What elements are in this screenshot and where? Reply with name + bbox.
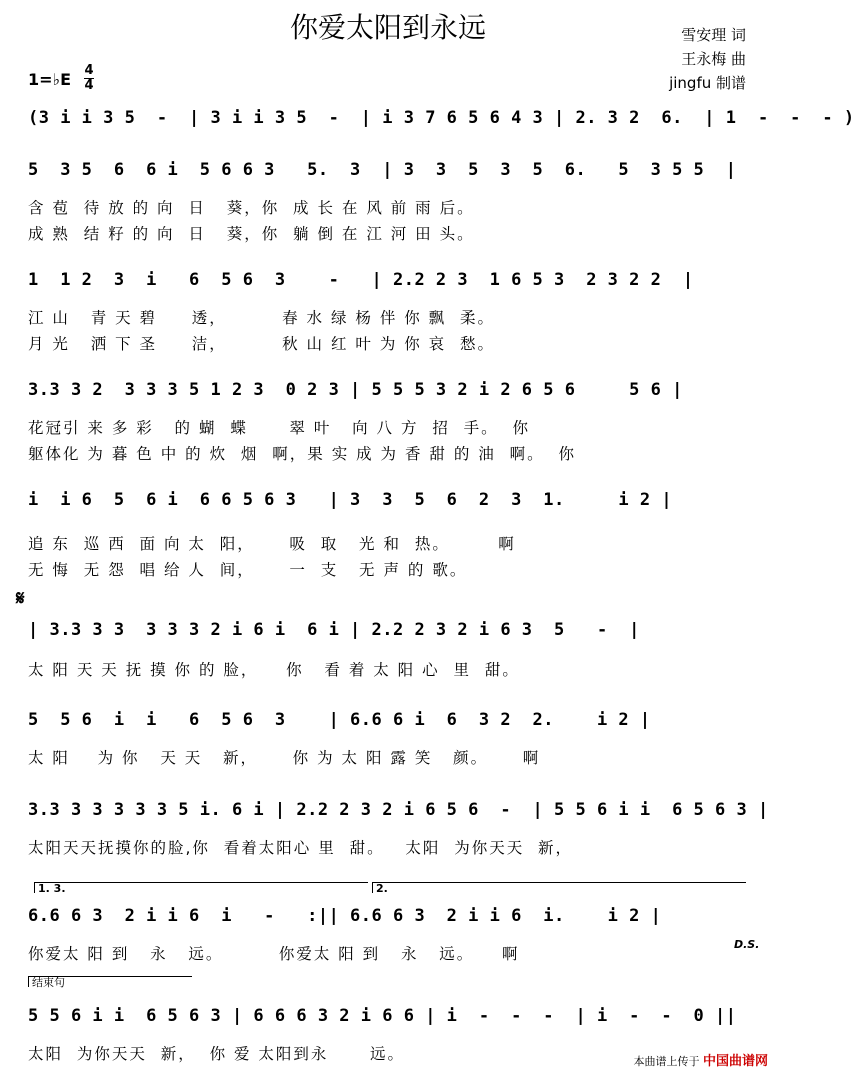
volta-first-ending: 1. 3. xyxy=(34,882,368,893)
notation-line: (3 i i 3 5 - | 3 i i 3 5 - | i 3 7 6 5 6 4 3 | 2. 3 2 6. | 1 - - - ) xyxy=(28,108,855,128)
lyric-verse-2: 月 光 洒 下 圣 洁， 秋 山 红 叶 为 你 哀 愁。 xyxy=(28,335,496,353)
notation-line: i i 6 5 6 i 6 6 5 6 3 | 3 3 5 6 2 3 1. i 2 | xyxy=(28,490,673,510)
composer-credit: 王永梅 曲 xyxy=(681,50,746,68)
lyric-verse-1: 江 山 青 天 碧 透， 春 水 绿 杨 伴 你 飘 柔。 xyxy=(28,309,496,327)
notation-line: 5 3 5 6 6 i 5 6 6 3 5. 3 | 3 3 5 3 5 6. 5 3 5 5 | xyxy=(28,160,737,180)
notation-line: | 3.3 3 3 3 3 3 2 i 6 i 6 i | 2.2 2 3 2 i 6 3 5 - | xyxy=(28,620,640,640)
lyric-verse-1: 含 苞 待 放 的 向 日 葵，你 成 长 在 风 前 雨 后。 xyxy=(28,199,475,217)
lyricist-credit: 雪安理 词 xyxy=(681,26,746,44)
time-signature xyxy=(84,64,94,93)
lyric-line: 太阳 为你天天 新， 你 爱 太阳到永 远。 xyxy=(28,1045,405,1063)
notation-line: 3.3 3 2 3 3 3 5 1 2 3 0 2 3 | 5 5 5 3 2 i 2 6 5 6 5 6 | xyxy=(28,380,683,400)
site-footer xyxy=(633,1050,768,1069)
ending-phrase-label: 结束句 xyxy=(28,976,192,987)
notation-line: 1 1 2 3 i 6 5 6 3 - | 2.2 2 3 1 6 5 3 2 3 2 2 | xyxy=(28,270,694,290)
footer-text: 本曲谱上传于 xyxy=(633,1055,700,1068)
volta-second-ending: 2. xyxy=(372,882,746,893)
lyric-verse-2: 躯体化 为 暮 色 中 的 炊 烟 啊，果 实 成 为 香 甜 的 油 啊。 你 xyxy=(28,445,576,463)
lyric-verse-2: 成 熟 结 籽 的 向 日 葵，你 躺 倒 在 江 河 田 头。 xyxy=(28,225,475,243)
lyric-verse-2: 无 悔 无 怨 唱 给 人 间， 一 支 无 声 的 歌。 xyxy=(28,561,468,579)
segno-sign: 𝄋 xyxy=(16,586,25,610)
notation-line: 5 5 6 i i 6 5 6 3 | 6.6 6 i 6 3 2 2. i 2 | xyxy=(28,710,651,730)
dal-segno-mark: D.S. xyxy=(734,938,760,951)
notation-line: 5 5 6 i i 6 5 6 3 | 6 6 6 3 2 i 6 6 | i - - - | i - - 0 || xyxy=(28,1006,737,1026)
lyric-line: 太阳天天抚摸你的脸,你 看着太阳心 里 甜。 太阳 为你天天 新， xyxy=(28,839,574,857)
site-logo: 中国曲谱网 xyxy=(702,1054,768,1069)
notation-line: 3.3 3 3 3 3 3 5 i. 6 i | 2.2 2 3 2 i 6 5 6 - | 5 5 6 i i 6 5 6 3 | xyxy=(28,800,769,820)
notation-line: 6.6 6 3 2 i i 6 i - :|| 6.6 6 3 2 i i 6 i. i 2 | xyxy=(28,906,662,926)
meter-bottom: 4 xyxy=(84,78,94,93)
transcriber-credit: jingfu 制谱 xyxy=(669,74,746,92)
lyric-line: 太 阳 为 你 天 天 新， 你 为 太 阳 露 笑 颜。 啊 xyxy=(28,749,541,767)
lyric-verse-1: 花冠引 来 多 彩 的 蝴 蝶 翠 叶 向 八 方 招 手。 你 xyxy=(28,419,531,437)
lyric-line: 你爱太 阳 到 永 远。 你爱太 阳 到 永 远。 啊 xyxy=(28,945,520,963)
lyric-line: 太 阳 天 天 抚 摸 你 的 脸， 你 看 着 太 阳 心 里 甜。 xyxy=(28,661,520,679)
song-title: 你爱太阳到永远 xyxy=(289,11,486,44)
meter-top: 4 xyxy=(84,63,94,78)
lyric-verse-1: 追 东 巡 西 面 向 太 阳， 吸 取 光 和 热。 啊 xyxy=(28,535,516,553)
key-signature: 1=♭E xyxy=(28,70,72,89)
